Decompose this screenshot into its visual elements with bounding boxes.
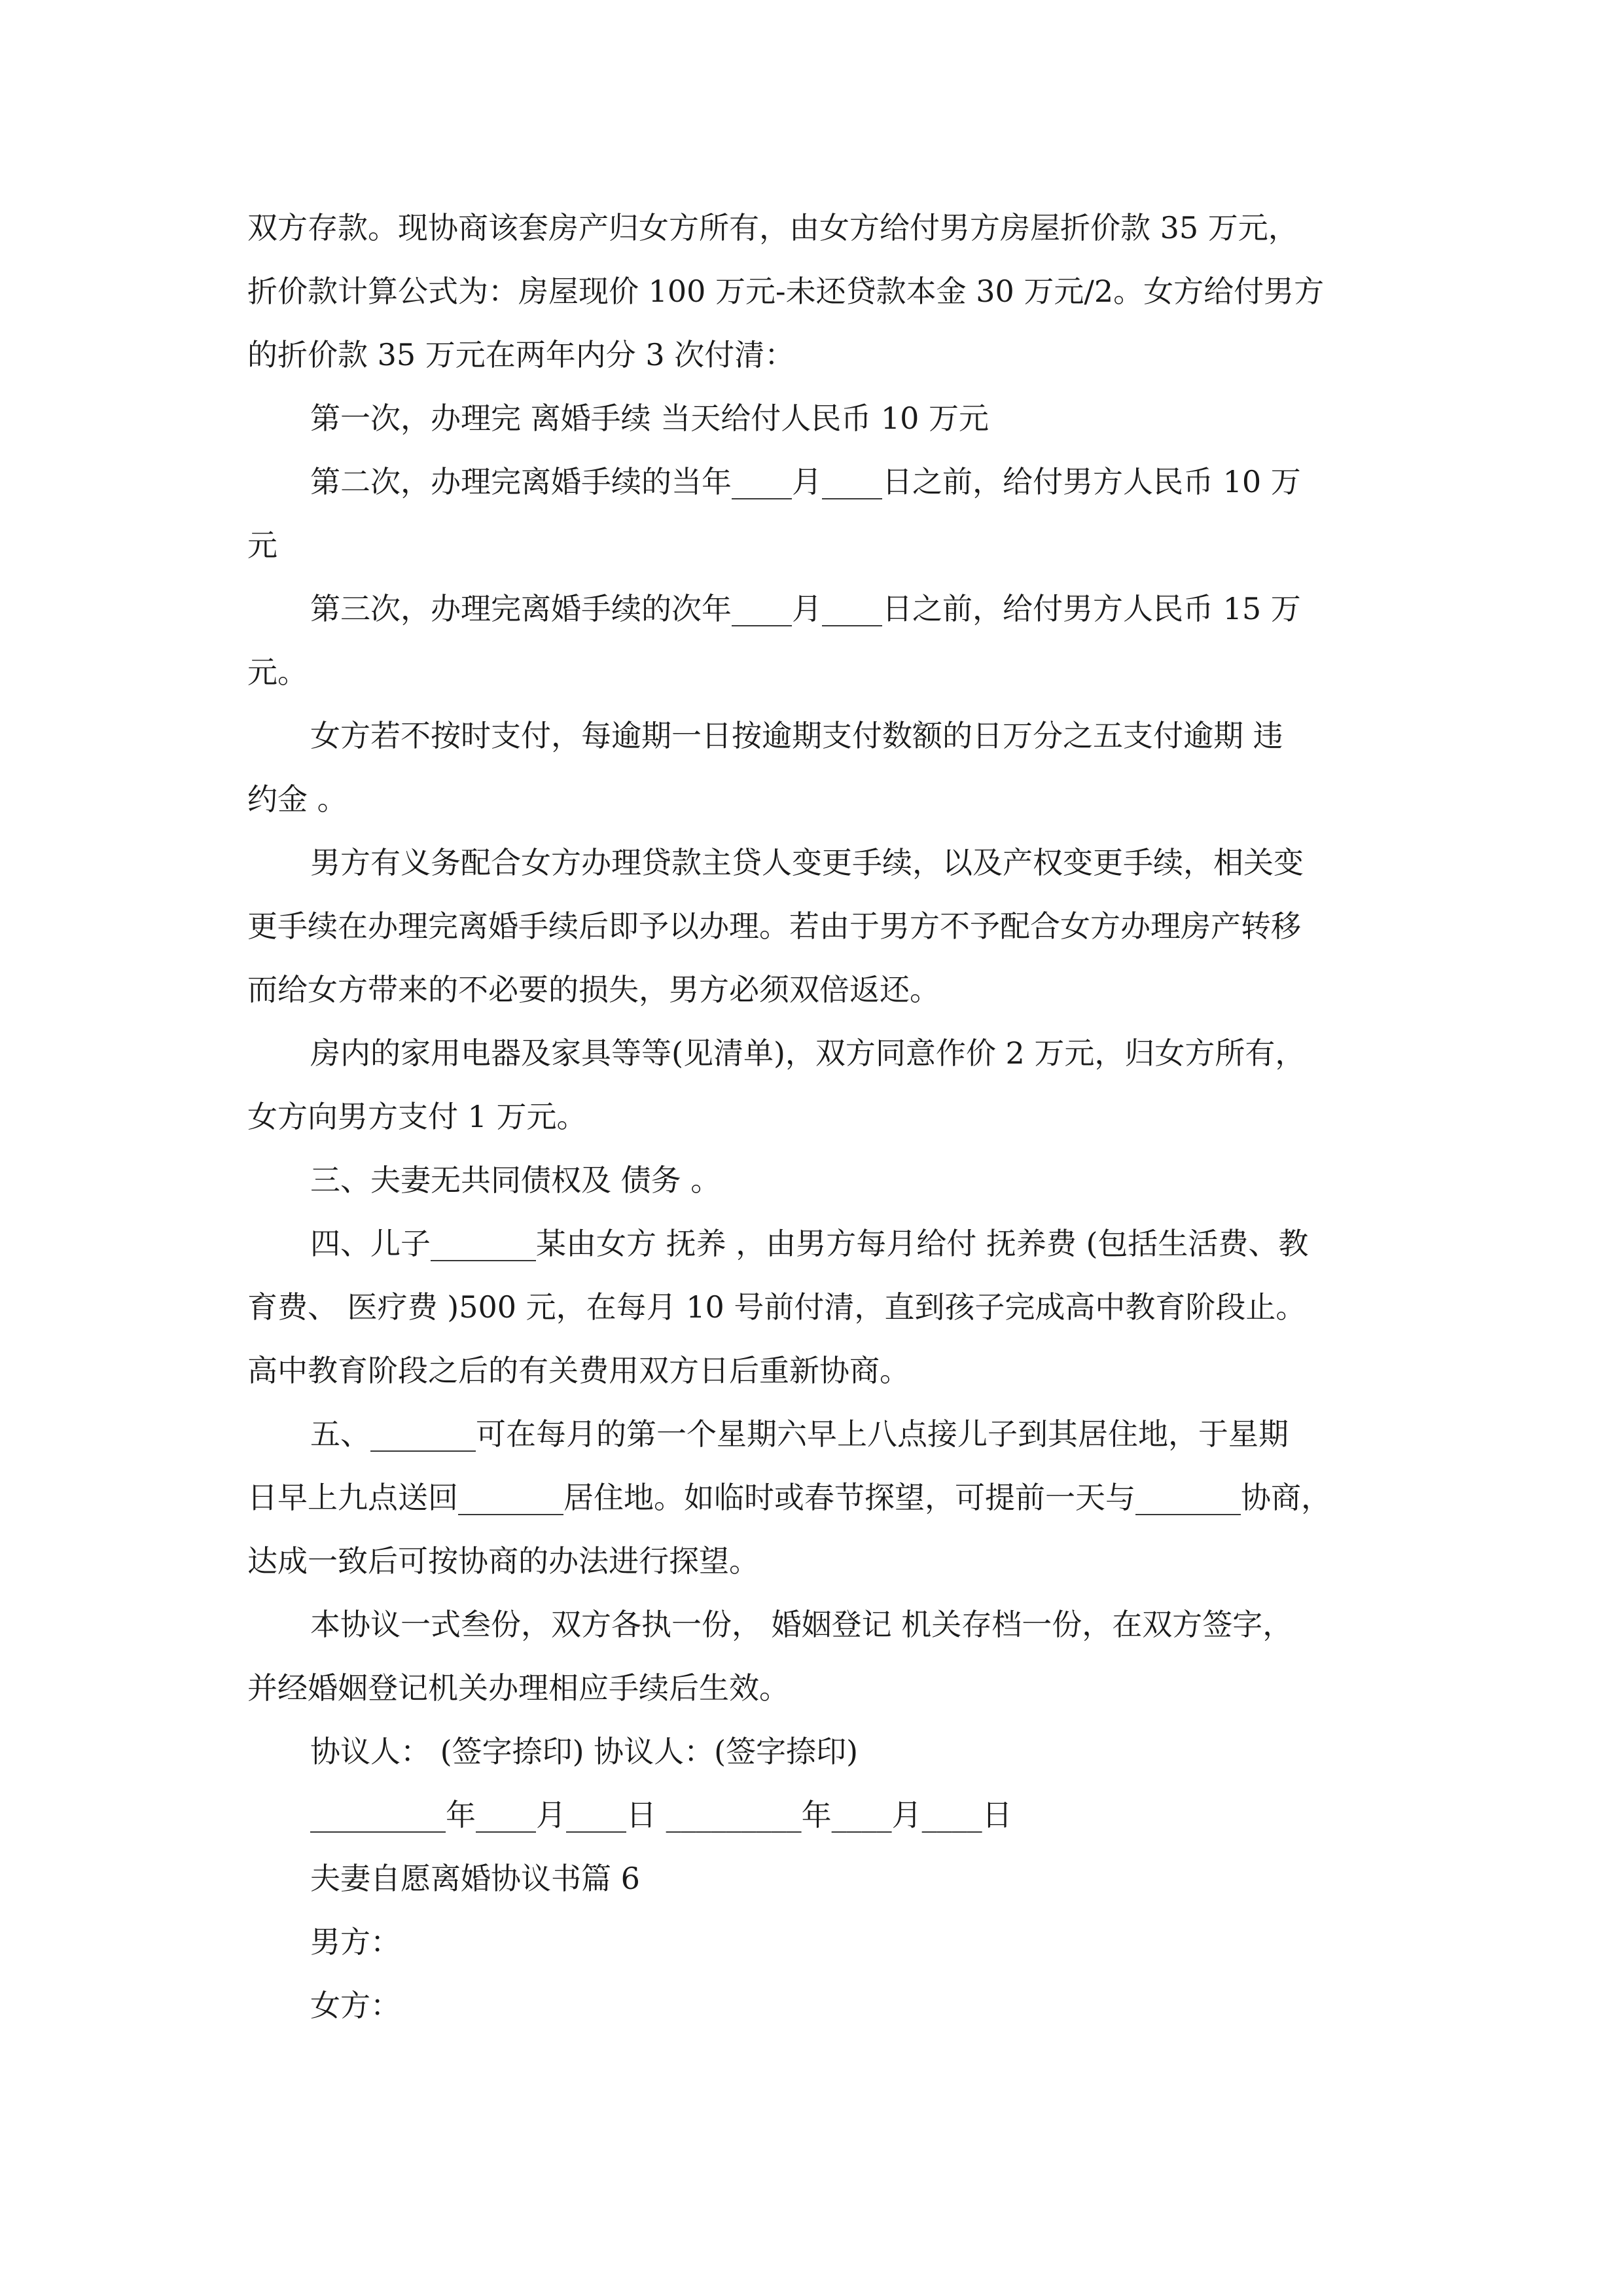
text-line: 日早上九点送回_______居住地。如临时或春节探望，可提前一天与_______协商，	[247, 1480, 1331, 1515]
text-line: 约金 。	[247, 781, 348, 817]
text-line: 女方若不按时支付，每逾期一日按逾期支付数额的日万分之五支付逾期 违	[310, 718, 1283, 753]
text-line: 房内的家用电器及家具等等(见清单)，双方同意作价 2 万元，归女方所有，	[310, 1035, 1306, 1071]
text-line: 更手续在办理完离婚手续后即予以办理。若由于男方不予配合女方办理房产转移	[247, 908, 1301, 944]
text-line: 女方向男方支付 1 万元。	[247, 1099, 587, 1134]
text-line: 四、儿子_______某由女方 抚养 ，由男方每月给付 抚养费 (包括生活费、教	[310, 1226, 1309, 1261]
text-line: 男方有义务配合女方办理贷款主贷人变更手续，以及产权变更手续，相关变	[310, 845, 1304, 880]
text-line: 女方：	[310, 1988, 401, 2023]
document-body	[247, 196, 1380, 2037]
text-line: 第一次，办理完 离婚手续 当天给付人民币 10 万元	[310, 401, 990, 436]
text-line: 第二次，办理完离婚手续的当年____月____日之前，给付男方人民币 10 万	[310, 464, 1301, 499]
text-line: 双方存款。现协商该套房产归女方所有，由女方给付男方房屋折价款 35 万元，	[247, 210, 1298, 245]
text-line: 并经婚姻登记机关办理相应手续后生效。	[247, 1670, 789, 1706]
text-line: 男方：	[310, 1924, 401, 1960]
text-line: 高中教育阶段之后的有关费用双方日后重新协商。	[247, 1353, 910, 1388]
text-line: 而给女方带来的不必要的损失，男方必须双倍返还。	[247, 972, 940, 1007]
text-line: 的折价款 35 万元在两年内分 3 次付清：	[247, 337, 795, 372]
text-line: 三、夫妻无共同债权及 债务 。	[310, 1162, 721, 1198]
text-line: 协议人： (签字捺印) 协议人：(签字捺印)	[310, 1734, 859, 1769]
text-line: 第三次，办理完离婚手续的次年____月____日之前，给付男方人民币 15 万	[310, 591, 1301, 626]
text-line: 达成一致后可按协商的办法进行探望。	[247, 1543, 759, 1579]
text-line: 元。	[247, 655, 308, 690]
text-line: _________年____月____日 _________年____月____日	[310, 1797, 1012, 1833]
text-line: 本协议一式叁份，双方各执一份， 婚姻登记 机关存档一份，在双方签字，	[310, 1607, 1293, 1642]
text-line: 折价款计算公式为：房屋现价 100 万元-未还贷款本金 30 万元/2。女方给付男方	[247, 274, 1325, 309]
text-line: 元	[247, 528, 277, 563]
text-line: 育费、 医疗费 )500 元，在每月 10 号前付清，直到孩子完成高中教育阶段止。	[247, 1289, 1306, 1325]
text-line: 五、_______可在每月的第一个星期六早上八点接儿子到其居住地，于星期	[310, 1416, 1289, 1452]
text-line: 夫妻自愿离婚协议书篇 6	[310, 1861, 640, 1896]
